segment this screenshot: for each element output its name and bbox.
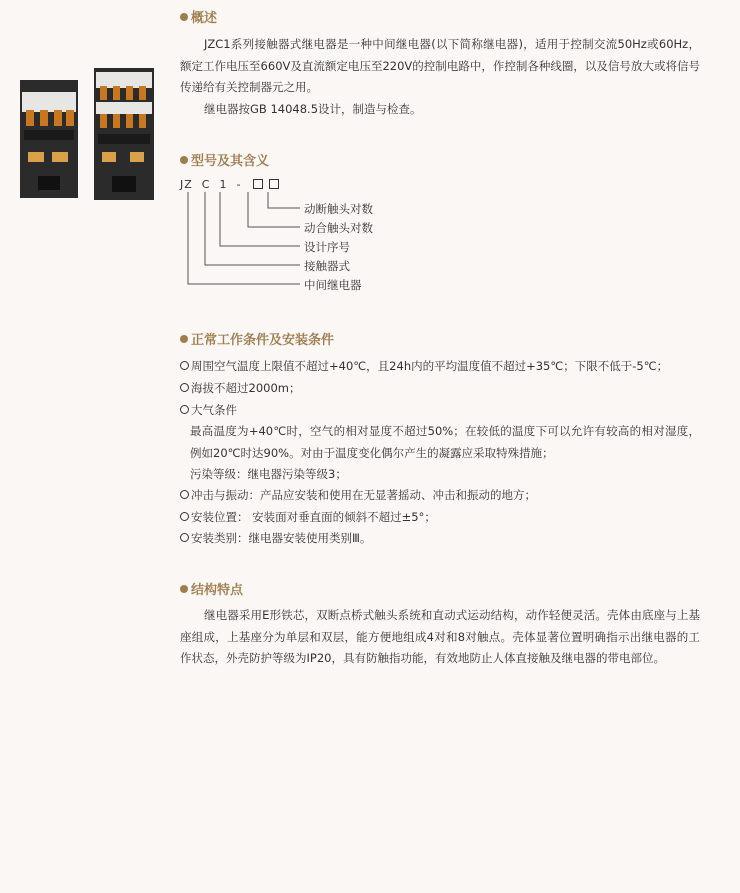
- bullet-icon: [180, 13, 188, 21]
- relay-photo-large: [94, 68, 154, 200]
- condition-category: 安装类别：继电器安装使用类别Ⅲ。: [180, 528, 371, 550]
- relay-photo-small: [18, 80, 80, 198]
- circle-bullet-icon: [180, 361, 189, 370]
- model-leader-lines: [180, 190, 310, 300]
- circle-bullet-icon: [180, 512, 189, 521]
- bullet-icon: [180, 585, 188, 593]
- product-photos: [18, 68, 158, 203]
- placeholder-box-no: [269, 179, 279, 189]
- condition-temperature: 周围空气温度上限值不超过+40℃，且24h内的平均温度值不超过+35℃；下限不低于-5℃；: [180, 356, 668, 378]
- overview-heading: 概述: [180, 10, 217, 28]
- circle-bullet-icon: [180, 533, 189, 542]
- legend-design-number: 设计序号: [304, 240, 350, 254]
- overview-paragraph: JZC1系列接触器式继电器是一种中间继电器(以下简称继电器)，适用于控制交流50Hz或60Hz，额定工作电压至660V及直流额定电压至220V的控制电路中，作控制各种线圈，以及信号放大或将信号传递给有关控制器元之用。: [180, 37, 700, 94]
- condition-altitude: 海拔不超过2000m；: [180, 378, 300, 400]
- condition-position: 安装位置： 安装面对垂直面的倾斜不超过±5°；: [180, 507, 436, 529]
- condition-atmosphere-detail: 最高温度为+40℃时，空气的相对显度不超过50%；在较低的温度下可以允许有较高的相对湿度，例如20℃时达90%。对由于温度变化偶尔产生的凝露应采取特殊措施；: [190, 424, 700, 460]
- model-heading: 型号及其含义: [180, 153, 269, 171]
- code-jz: JZ: [180, 178, 193, 191]
- circle-bullet-icon: [180, 405, 189, 414]
- placeholder-box-nc: [253, 179, 263, 189]
- legend-intermediate-relay: 中间继电器: [304, 278, 362, 292]
- code-c: C: [201, 178, 211, 191]
- conditions-heading: 正常工作条件及安装条件: [180, 332, 334, 350]
- condition-shock: 冲击与振动：产品应安装和使用在无显著摇动、冲击和振动的地方；: [180, 485, 536, 507]
- circle-bullet-icon: [180, 383, 189, 392]
- condition-atmosphere: 大气条件: [180, 400, 237, 422]
- legend-contactor-type: 接触器式: [304, 259, 350, 273]
- condition-pollution: 污染等级：继电器污染等级3；: [190, 467, 347, 481]
- legend-no-contacts: 动合触头对数: [304, 221, 373, 235]
- legend-nc-contacts: 动断触头对数: [304, 202, 373, 216]
- standard-paragraph: 继电器按GB 14048.5设计，制造与检查。: [204, 102, 422, 116]
- structure-paragraph: 继电器采用E形铁芯，双断点桥式触头系统和直动式运动结构，动作轻便灵活。壳体由底座与上基座组成，上基座分为单层和双层，能方便地组成4对和8对触点。壳体显著位置明确指示出继电器的工作状态，外壳防护等级为IP20，具有防触指功能，有效地防止人体直接触及继电器的带电部位。: [180, 608, 700, 665]
- bullet-icon: [180, 335, 188, 343]
- code-dash: -: [236, 178, 242, 191]
- structure-heading: 结构特点: [180, 582, 243, 600]
- code-1: 1: [219, 178, 228, 191]
- circle-bullet-icon: [180, 490, 189, 499]
- bullet-icon: [180, 156, 188, 164]
